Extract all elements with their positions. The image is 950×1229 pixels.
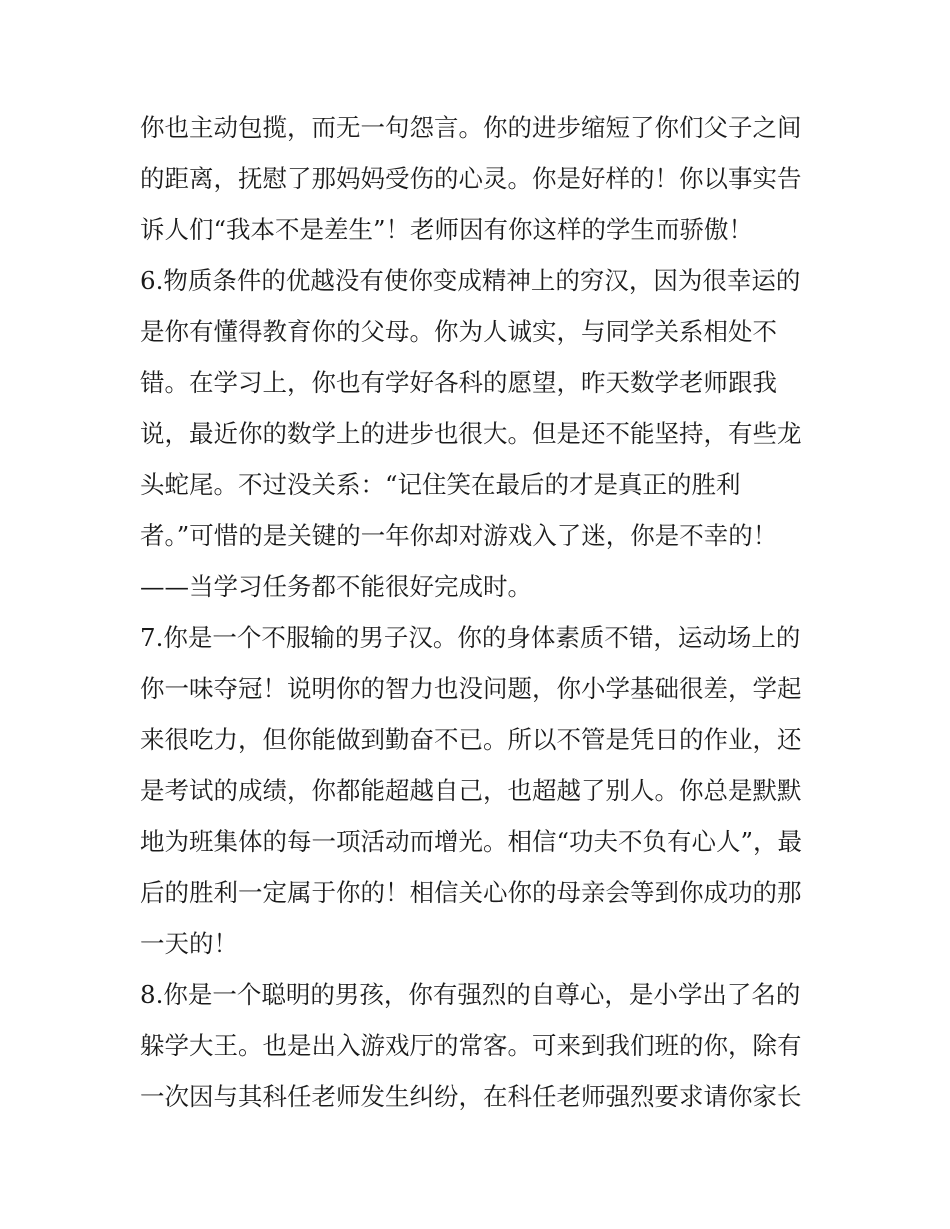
text-line: 躲学大王。也是出入游戏厅的常客。可来到我们班的你，除有 (140, 1031, 802, 1060)
text-line: 6.物质条件的优越没有使你变成精神上的穷汉，因为很幸运的 (140, 266, 801, 295)
text-line: 后的胜利一定属于你的！相信关心你的母亲会等到你成功的那 (140, 878, 802, 907)
text-line: 是你有懂得教育你的父母。你为人诚实，与同学关系相处不 (140, 317, 777, 346)
text-line: 错。在学习上，你也有学好各科的愿望，昨天数学老师跟我 (140, 368, 777, 397)
text-line: 你也主动包揽，而无一句怨言。你的进步缩短了你们父子之间 (140, 113, 802, 142)
text-line: 你一味夺冠！说明你的智力也没问题，你小学基础很差，学起 (140, 674, 802, 703)
text-line: 的距离，抚慰了那妈妈受伤的心灵。你是好样的！你以事实告 (140, 164, 802, 193)
text-line: 诉人们“我本不是差生”！老师因有你这样的学生而骄傲！ (140, 215, 754, 244)
text-line: 8.你是一个聪明的男孩，你有强烈的自尊心，是小学出了名的 (140, 980, 801, 1009)
text-line: 者。”可惜的是关键的一年你却对游戏入了迷，你是不幸的！ (140, 521, 778, 550)
text-line: 7.你是一个不服输的男子汉。你的身体素质不错，运动场上的 (140, 623, 801, 652)
text-line: ——当学习任务都不能很好完成时。 (140, 572, 532, 601)
text-line: 一天的！ (140, 929, 238, 958)
text-line: 是考试的成绩，你都能超越自己，也超越了别人。你总是默默 (140, 776, 802, 805)
text-line: 一次因与其科任老师发生纠纷，在科任老师强烈要求请你家长 (140, 1082, 802, 1111)
text-line: 地为班集体的每一项活动而增光。相信“功夫不负有心人”，最 (140, 827, 803, 856)
text-line: 说，最近你的数学上的进步也很大。但是还不能坚持，有些龙 (140, 419, 802, 448)
text-line: 来很吃力，但你能做到勤奋不已。所以不管是凭日的作业，还 (140, 725, 802, 754)
text-line: 头蛇尾。不过没关系：“记住笑在最后的才是真正的胜利 (140, 470, 741, 499)
